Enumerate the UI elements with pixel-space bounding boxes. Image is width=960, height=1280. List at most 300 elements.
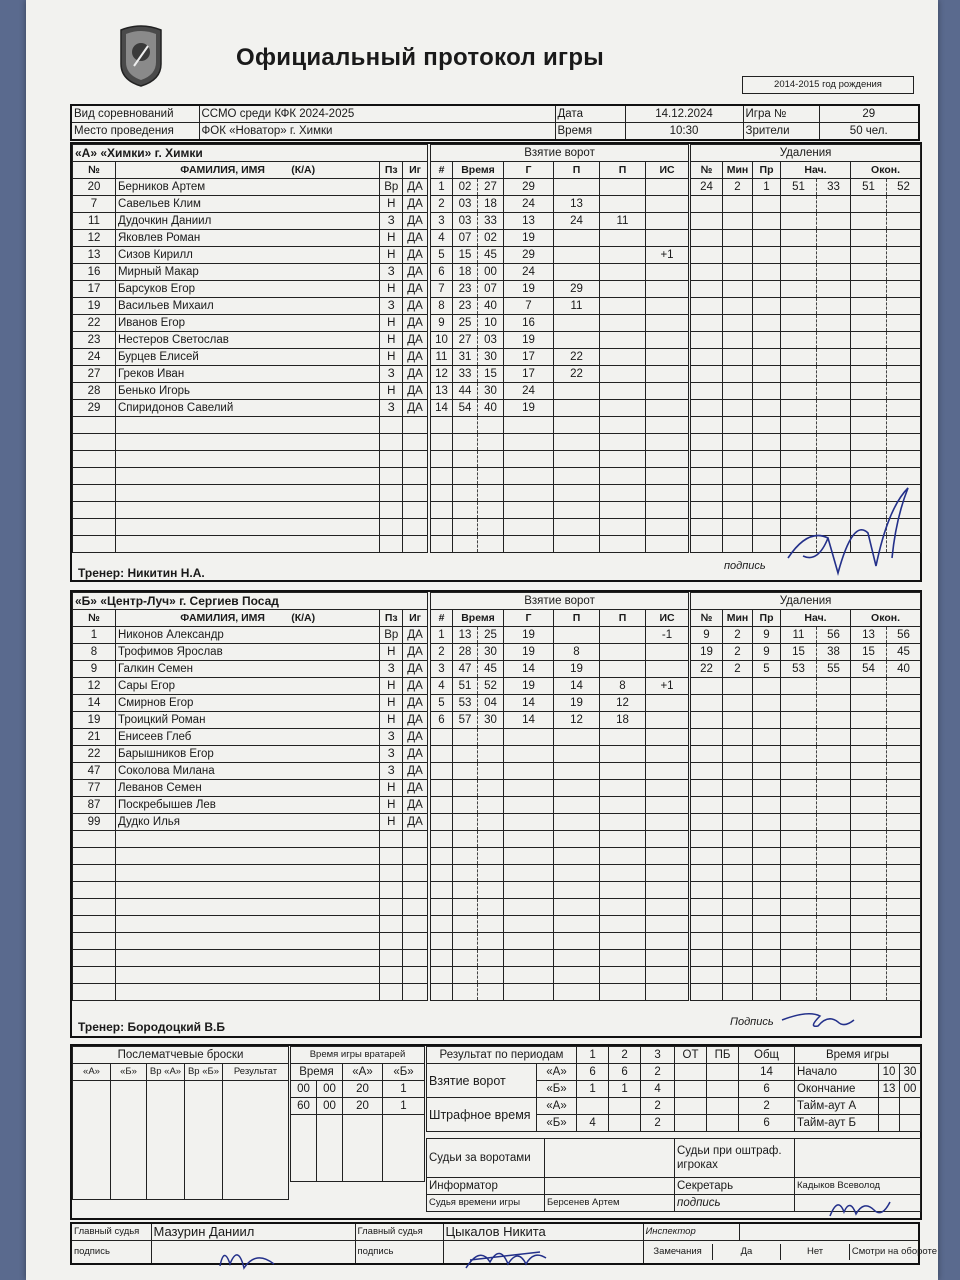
penalty-row [691, 797, 921, 814]
goal-second [478, 950, 504, 967]
pen-end-sec: 52 [887, 179, 921, 196]
goal-index: 11 [431, 349, 453, 366]
period-ot [675, 1081, 707, 1098]
pen-end-min [851, 247, 887, 264]
player-played: ДА [403, 281, 428, 298]
pen-minutes [723, 298, 753, 315]
player-number [73, 417, 116, 434]
goal-strength [646, 848, 689, 865]
pen-start-min [781, 315, 817, 332]
goal-scorer: 24 [504, 383, 554, 400]
goals-period-row [427, 1064, 795, 1081]
goal-minute: 28 [453, 644, 478, 661]
penalty-row [691, 933, 921, 950]
goal-minute [453, 502, 478, 519]
goal-scorer [504, 950, 554, 967]
goal-index [431, 797, 453, 814]
chief-ref2-label: Главный судья [355, 1223, 443, 1241]
goal-scorer: 19 [504, 627, 554, 644]
goal-second [478, 882, 504, 899]
pen-minutes [723, 264, 753, 281]
gk-cell: 20 [343, 1098, 383, 1115]
col-ig: Иг [403, 610, 428, 627]
pen-start-sec [817, 882, 851, 899]
pen-start-sec [817, 213, 851, 230]
pen-end-min [851, 916, 887, 933]
period-total: 14 [739, 1064, 795, 1081]
goal-assist-1 [554, 814, 600, 831]
player-row [73, 383, 428, 400]
pen-minutes [723, 536, 753, 553]
pen-reason [753, 848, 781, 865]
so-col-a: «А» [73, 1064, 111, 1081]
pen-start-min [781, 196, 817, 213]
goalie-time-table [290, 1046, 425, 1182]
player-number: 11 [73, 213, 116, 230]
goal-assist-2: 11 [600, 213, 646, 230]
player-position: З [380, 400, 403, 417]
player-name [115, 434, 380, 451]
penalty-row [691, 230, 921, 247]
col-num: № [73, 610, 116, 627]
pen-end-sec [887, 678, 921, 695]
player-number [73, 831, 116, 848]
pen-end-min [851, 967, 887, 984]
goal-assist-1 [554, 882, 600, 899]
pen-reason [753, 247, 781, 264]
bottom-block [70, 1044, 922, 1220]
pen-player [691, 264, 723, 281]
goal-assist-2 [600, 264, 646, 281]
player-name [115, 417, 380, 434]
date-value: 14.12.2024 [625, 105, 743, 123]
player-played [403, 916, 428, 933]
goal-minute [453, 797, 478, 814]
goal-scorer: 7 [504, 298, 554, 315]
player-played: ДА [403, 746, 428, 763]
player-number [73, 434, 116, 451]
player-played [403, 417, 428, 434]
goal-second: 40 [478, 400, 504, 417]
pen-start-sec [817, 763, 851, 780]
goal-assist-2 [600, 967, 646, 984]
secretary-signature-icon [824, 1192, 894, 1222]
goal-scorer [504, 434, 554, 451]
goal-scorer: 24 [504, 196, 554, 213]
goal-minute [453, 729, 478, 746]
g-col-p2: П [600, 610, 646, 627]
player-name [115, 916, 380, 933]
player-number: 29 [73, 400, 116, 417]
player-name [115, 502, 380, 519]
goal-minute: 51 [453, 678, 478, 695]
period-p3: 4 [641, 1081, 675, 1098]
goal-assist-1: 22 [554, 366, 600, 383]
goal-strength: -1 [646, 627, 689, 644]
player-played: ДА [403, 315, 428, 332]
goal-minute: 33 [453, 366, 478, 383]
player-position: Н [380, 695, 403, 712]
goal-second [478, 451, 504, 468]
pen-player: 19 [691, 644, 723, 661]
pen-end-sec: 40 [887, 661, 921, 678]
pen-player [691, 298, 723, 315]
pen-end-min [851, 780, 887, 797]
goal-strength [646, 899, 689, 916]
game-label: Игра № [743, 105, 819, 123]
player-played [403, 899, 428, 916]
player-row [73, 349, 428, 366]
goal-index [431, 967, 453, 984]
goal-assist-2 [600, 916, 646, 933]
pen-minutes [723, 451, 753, 468]
goal-assist-1 [554, 315, 600, 332]
pen-reason [753, 349, 781, 366]
pen-end-sec [887, 967, 921, 984]
goal-second: 04 [478, 695, 504, 712]
pen-start-sec [817, 349, 851, 366]
player-name: Яковлев Роман [115, 230, 380, 247]
pen-start-min [781, 298, 817, 315]
goal-assist-1: 11 [554, 298, 600, 315]
goal-assist-2: 8 [600, 678, 646, 695]
goal-strength [646, 502, 689, 519]
goal-strength [646, 468, 689, 485]
penalty-row [691, 831, 921, 848]
pen-end-min [851, 865, 887, 882]
pen-start-min [781, 984, 817, 1001]
pen-end-min [851, 848, 887, 865]
goal-minute [453, 417, 478, 434]
player-position [380, 468, 403, 485]
goal-row [431, 695, 689, 712]
pen-end-min [851, 950, 887, 967]
penalty-row [691, 281, 921, 298]
goal-scorer: 19 [504, 230, 554, 247]
player-row [73, 179, 428, 196]
p-col-pr: Пр [753, 610, 781, 627]
goal-minute [453, 831, 478, 848]
team-tag: «А» [537, 1064, 577, 1081]
goal-second [478, 502, 504, 519]
goal-row [431, 712, 689, 729]
team-a-coach-signature-icon [768, 478, 914, 578]
goal-assist-2 [600, 519, 646, 536]
player-row [73, 814, 428, 831]
player-number: 1 [73, 627, 116, 644]
goal-scorer: 24 [504, 264, 554, 281]
goal-strength [646, 882, 689, 899]
goal-strength [646, 950, 689, 967]
pen-player: 24 [691, 179, 723, 196]
gk-cell: 20 [343, 1081, 383, 1098]
goal-scorer: 16 [504, 315, 554, 332]
remarks-yes: Да [712, 1244, 781, 1260]
goal-strength [646, 967, 689, 984]
pen-reason [753, 315, 781, 332]
player-played: ДА [403, 349, 428, 366]
pen-player [691, 695, 723, 712]
pen-end-sec [887, 865, 921, 882]
pen-end-sec [887, 933, 921, 950]
pen-start-min [781, 417, 817, 434]
player-name: Дудочкин Даниил [115, 213, 380, 230]
pen-reason [753, 417, 781, 434]
pen-start-sec [817, 712, 851, 729]
pen-end-sec [887, 298, 921, 315]
player-row [73, 644, 428, 661]
player-played: ДА [403, 230, 428, 247]
player-position: Н [380, 332, 403, 349]
pen-end-min [851, 933, 887, 950]
goal-assist-1 [554, 485, 600, 502]
goal-strength: +1 [646, 247, 689, 264]
pen-minutes [723, 831, 753, 848]
period-p1 [577, 1098, 609, 1115]
pen-minutes [723, 400, 753, 417]
player-played [403, 933, 428, 950]
player-row [73, 366, 428, 383]
goal-index: 10 [431, 332, 453, 349]
goal-second [478, 865, 504, 882]
goal-second: 07 [478, 281, 504, 298]
player-number: 13 [73, 247, 116, 264]
goal-index [431, 519, 453, 536]
pen-start-sec [817, 797, 851, 814]
goal-minute [453, 780, 478, 797]
pen-end-min [851, 882, 887, 899]
goal-assist-2 [600, 451, 646, 468]
player-number [73, 865, 116, 882]
pen-start-sec [817, 814, 851, 831]
pen-start-sec [817, 729, 851, 746]
team-tag: «А» [537, 1098, 577, 1115]
player-position [380, 933, 403, 950]
player-position: Н [380, 814, 403, 831]
pen-end-sec [887, 848, 921, 865]
player-name [115, 831, 380, 848]
goal-strength [646, 729, 689, 746]
pen-start-min [781, 349, 817, 366]
pen-reason [753, 281, 781, 298]
spect-label: Зрители [743, 123, 819, 141]
g-col-p2: П [600, 162, 646, 179]
pen-player [691, 729, 723, 746]
remarks-no: Нет [781, 1244, 850, 1260]
end-hour: 13 [879, 1081, 900, 1098]
game-time-table [794, 1046, 921, 1132]
pen-player [691, 349, 723, 366]
goal-index [431, 865, 453, 882]
gk-cell: 60 [291, 1098, 317, 1115]
player-number [73, 899, 116, 916]
goal-assist-2 [600, 400, 646, 417]
goal-second: 02 [478, 230, 504, 247]
goal-assist-2 [600, 661, 646, 678]
pen-minutes [723, 780, 753, 797]
goal-strength [646, 434, 689, 451]
goal-strength [646, 797, 689, 814]
pen-minutes [723, 814, 753, 831]
goal-index: 13 [431, 383, 453, 400]
player-number [73, 536, 116, 553]
goal-scorer [504, 916, 554, 933]
goal-assist-1 [554, 383, 600, 400]
player-position: З [380, 298, 403, 315]
goal-row [431, 179, 689, 196]
goal-index [431, 814, 453, 831]
penalty-row [691, 315, 921, 332]
page-title: Официальный протокол игры [236, 44, 605, 71]
pen-end-min [851, 814, 887, 831]
goal-second [478, 746, 504, 763]
pen-end-min [851, 230, 887, 247]
player-position: Н [380, 797, 403, 814]
goal-strength [646, 400, 689, 417]
penalty-row [691, 848, 921, 865]
penalty-row [691, 434, 921, 451]
pen-start-sec [817, 383, 851, 400]
pen-player [691, 797, 723, 814]
goal-assist-1 [554, 417, 600, 434]
player-number [73, 519, 116, 536]
pen-reason [753, 434, 781, 451]
goal-row [431, 502, 689, 519]
goal-row [431, 468, 689, 485]
goal-scorer [504, 502, 554, 519]
player-row [73, 400, 428, 417]
pen-end-min [851, 729, 887, 746]
end-min: 00 [900, 1081, 921, 1098]
period-p1: 1 [577, 1081, 609, 1098]
pen-reason [753, 746, 781, 763]
so-col-b: «Б» [111, 1064, 147, 1081]
pen-minutes: 2 [723, 627, 753, 644]
player-name: Барсуков Егор [115, 281, 380, 298]
player-name [115, 468, 380, 485]
pen-start-sec [817, 434, 851, 451]
goal-strength [646, 746, 689, 763]
chief-ref2-signature-icon [460, 1240, 550, 1274]
pen-minutes [723, 332, 753, 349]
g-col-g: Г [504, 610, 554, 627]
goal-scorer [504, 882, 554, 899]
pen-player [691, 281, 723, 298]
pen-start-sec [817, 417, 851, 434]
player-name [115, 519, 380, 536]
pen-reason: 5 [753, 661, 781, 678]
goal-minute: 47 [453, 661, 478, 678]
goal-assist-1: 12 [554, 712, 600, 729]
pen-player [691, 882, 723, 899]
goal-row [431, 882, 689, 899]
goal-second [478, 729, 504, 746]
pim-label: Штрафное время [427, 1098, 537, 1132]
per-col-3: 3 [641, 1047, 675, 1064]
timeout-b-label: Тайм-аут Б [795, 1115, 879, 1132]
see-back-label: Смотри на обороте [851, 1246, 937, 1257]
goal-row [431, 536, 689, 553]
goal-second: 45 [478, 247, 504, 264]
penalty-row [691, 644, 921, 661]
player-position: З [380, 746, 403, 763]
goal-index [431, 916, 453, 933]
informer-label: Информатор [427, 1178, 545, 1195]
goal-scorer [504, 729, 554, 746]
pen-end-sec [887, 950, 921, 967]
player-name: Никонов Александр [115, 627, 380, 644]
player-name: Васильев Михаил [115, 298, 380, 315]
goal-row [431, 298, 689, 315]
goal-scorer [504, 417, 554, 434]
pen-start-sec [817, 332, 851, 349]
gk-col-time: Время [291, 1064, 343, 1081]
team-tag: «Б» [537, 1115, 577, 1132]
player-played: ДА [403, 366, 428, 383]
pen-end-min: 54 [851, 661, 887, 678]
goal-assist-2 [600, 196, 646, 213]
period-p2: 1 [609, 1081, 641, 1098]
pen-start-sec [817, 695, 851, 712]
player-name: Барышников Егор [115, 746, 380, 763]
team-b-title: «Б» «Центр-Луч» г. Сергиев Посад [73, 593, 428, 610]
goal-minute: 27 [453, 332, 478, 349]
penalty-row [691, 349, 921, 366]
player-played: ДА [403, 179, 428, 196]
pen-player [691, 247, 723, 264]
player-row [73, 230, 428, 247]
gk-cell: 1 [383, 1098, 425, 1115]
pen-end-sec [887, 797, 921, 814]
pen-minutes [723, 678, 753, 695]
col-pz: Пз [380, 162, 403, 179]
player-name: Трофимов Ярослав [115, 644, 380, 661]
goal-minute: 18 [453, 264, 478, 281]
pen-start-min [781, 434, 817, 451]
goal-scorer [504, 814, 554, 831]
player-row [73, 882, 428, 899]
goal-second [478, 434, 504, 451]
player-position [380, 502, 403, 519]
goal-strength [646, 264, 689, 281]
player-position [380, 882, 403, 899]
player-row [73, 950, 428, 967]
goal-row [431, 763, 689, 780]
goal-minute [453, 882, 478, 899]
pen-start-sec [817, 950, 851, 967]
player-row [73, 281, 428, 298]
player-name: Соколова Милана [115, 763, 380, 780]
player-number: 14 [73, 695, 116, 712]
penalty-row [691, 814, 921, 831]
goal-assist-1: 22 [554, 349, 600, 366]
p-col-min: Мин [723, 162, 753, 179]
goal-strength [646, 417, 689, 434]
penalty-row [691, 746, 921, 763]
goal-row [431, 899, 689, 916]
goal-assist-1 [554, 950, 600, 967]
player-position [380, 831, 403, 848]
g-col-is: ИС [646, 610, 689, 627]
player-played [403, 882, 428, 899]
player-number [73, 451, 116, 468]
pen-start-sec [817, 899, 851, 916]
goal-index [431, 933, 453, 950]
penalty-row [691, 298, 921, 315]
pen-end-sec [887, 196, 921, 213]
shootout-title: Послематчевые броски [73, 1047, 289, 1064]
pen-end-min [851, 746, 887, 763]
